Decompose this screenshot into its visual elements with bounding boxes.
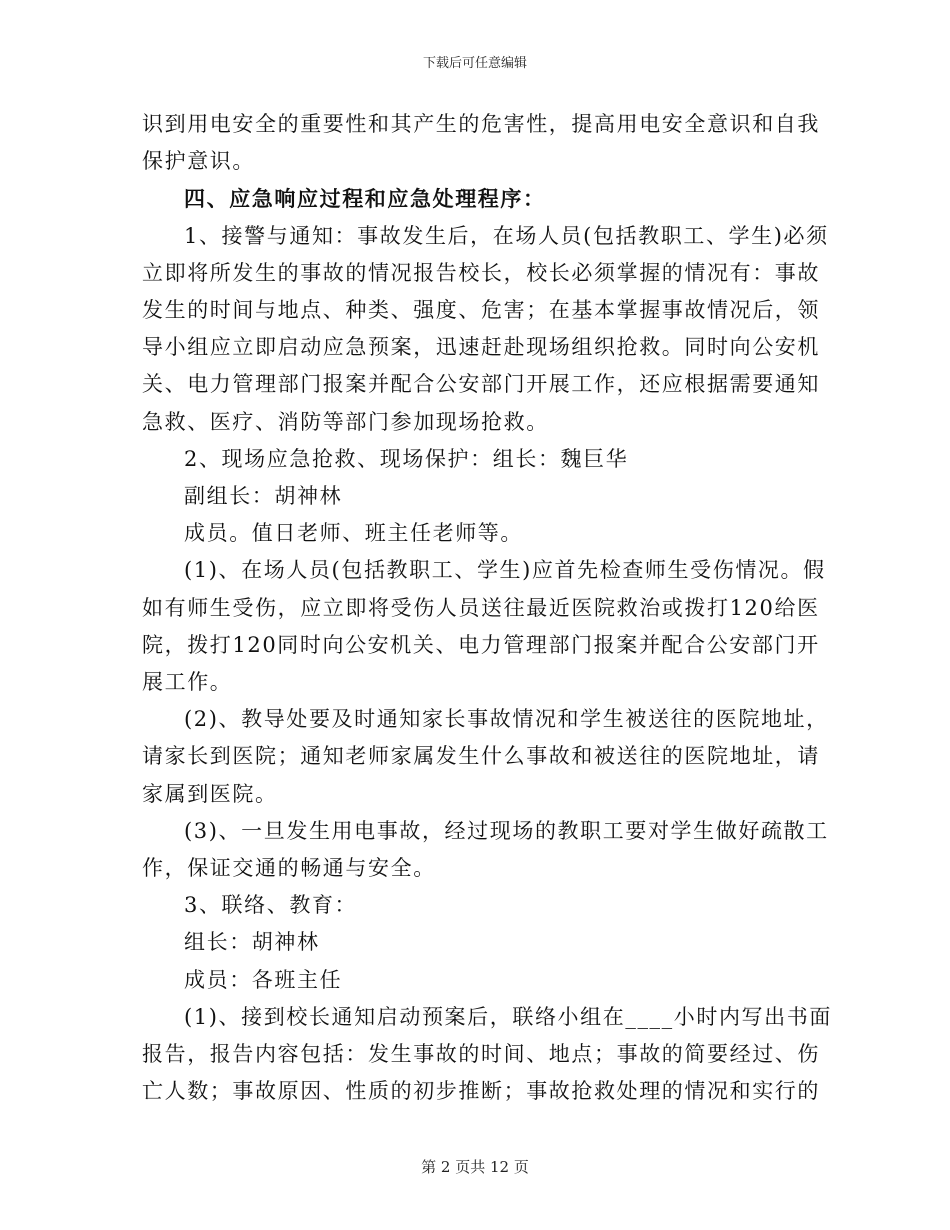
text-line: 3、联络、教育： — [184, 893, 358, 918]
text-line: 家属到医院。 — [142, 781, 278, 806]
text-line: 副组长：胡神林 — [184, 484, 343, 509]
text-line: 院，拨打120同时向公安机关、电力管理部门报案并配合公安部门开 — [142, 632, 820, 657]
text-line: 1、接警与通知：事故发生后，在场人员(包括教职工、学生)必须 — [184, 223, 829, 248]
text-line: (1)、接到校长通知启动预案后，联络小组在____小时内写出书面 — [184, 1004, 832, 1029]
text-line: 组长：胡神林 — [184, 930, 320, 955]
text-line: 作，保证交通的畅通与安全。 — [142, 856, 436, 881]
text-line: (2)、教导处要及时通知家长事故情况和学生被送往的医院地址， — [184, 707, 829, 732]
text-line: 展工作。 — [142, 670, 233, 695]
text-line: (1)、在场人员(包括教职工、学生)应首先检查师生受伤情况。假 — [184, 558, 826, 583]
text-line: 请家长到医院；通知老师家属发生什么事故和被送往的医院地址，请 — [142, 744, 820, 769]
text-line: 报告，报告内容包括：发生事故的时间、地点；事故的简要经过、伤 — [142, 1042, 820, 1067]
text-line: 识到用电安全的重要性和其产生的危害性，提高用电安全意识和自我 — [142, 112, 820, 136]
text-line: 四、应急响应过程和应急处理程序： — [184, 186, 546, 212]
document-body — [142, 106, 832, 1110]
page-header: 下载后可任意编辑 — [422, 56, 527, 71]
text-line: 2、现场应急抢救、现场保护：组长：魏巨华 — [184, 446, 629, 471]
text-line: 成员。值日老师、班主任老师等。 — [184, 521, 523, 546]
text-line: 如有师生受伤，应立即将受伤人员送往最近医院救治或拨打120给医 — [142, 595, 820, 620]
text-line: 急救、医疗、消防等部门参加现场抢救。 — [142, 409, 549, 434]
text-line: 导小组应立即启动应急预案，迅速赶赴现场组织抢救。同时向公安机 — [142, 335, 820, 360]
text-line: (3)、一旦发生用电事故，经过现场的教职工要对学生做好疏散工 — [184, 818, 829, 843]
text-line: 成员：各班主任 — [184, 967, 343, 992]
text-line: 关、电力管理部门报案并配合公安部门开展工作，还应根据需要通知 — [142, 372, 820, 397]
page-footer: 第 2 页共 12 页 — [421, 1158, 529, 1176]
text-line: 保护意识。 — [142, 149, 255, 174]
text-line: 发生的时间与地点、种类、强度、危害；在基本掌握事故情况后，领 — [142, 298, 820, 323]
text-line: 亡人数；事故原因、性质的初步推断；事故抢救处理的情况和实行的 — [142, 1079, 820, 1104]
text-line: 立即将所发生的事故的情况报告校长，校长必须掌握的情况有：事故 — [142, 260, 820, 285]
